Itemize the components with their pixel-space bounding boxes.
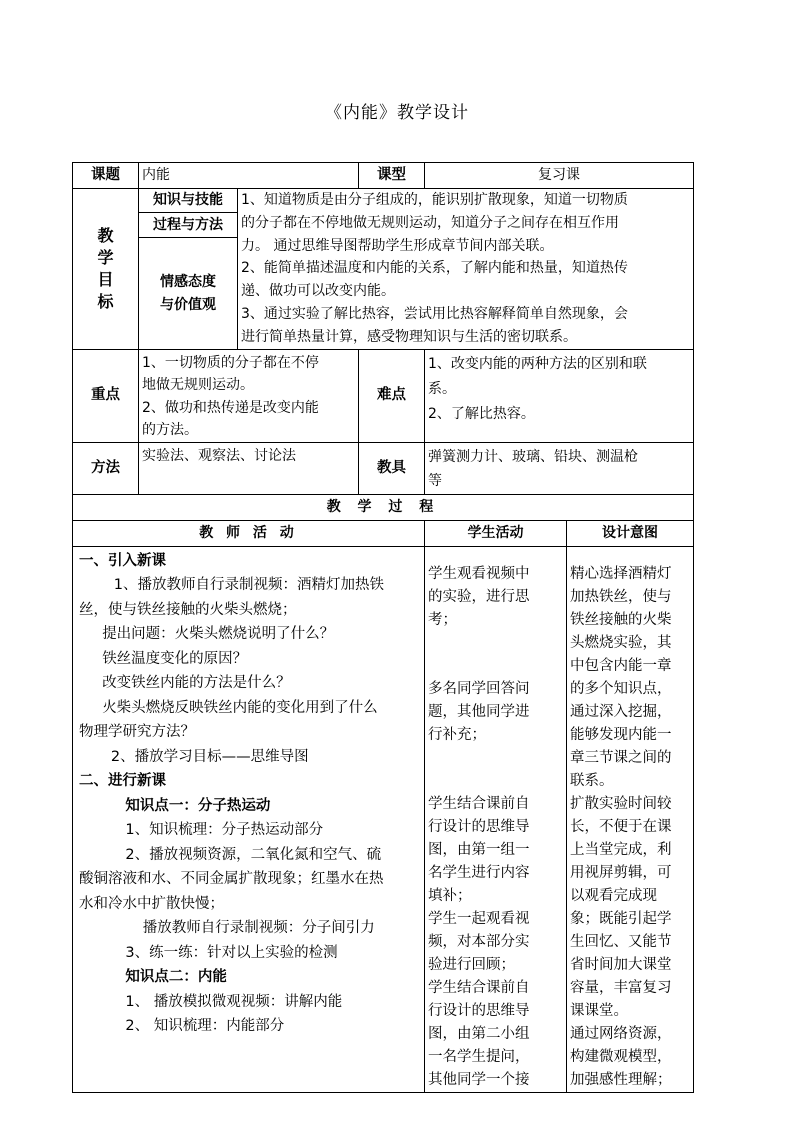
tools-line: 弹簧测力计、玻璃、铅块、测温枪 (428, 448, 638, 465)
section-heading: 一、引入新课 (79, 552, 166, 569)
keypoints-label: 重点 (73, 349, 139, 442)
student-line: 题，其他同学进 (428, 703, 530, 720)
student-line: 其他同学一个接 (428, 1071, 530, 1088)
goal-line: 的分子都在不停地做无规则运动，知道分子之间存在相互作用 (241, 214, 619, 231)
teacher-line: 1、知识梳理：分子热运动部分 (125, 822, 324, 839)
teacher-line: 提出问题：火柴头燃烧说明了什么？ (102, 626, 335, 643)
student-line: 图，由第二小组 (428, 1025, 530, 1042)
goals-label (73, 189, 139, 350)
student-line: 学生结合课前自 (428, 795, 530, 812)
student-activity (425, 546, 567, 1092)
goals-label-char: 教 (97, 225, 114, 245)
intent-line: 长，不便于在课 (570, 818, 672, 835)
type-label: 课型 (359, 163, 425, 189)
student-line: 填补； (428, 887, 472, 904)
teacher-line: 水和冷水中扩散快慢； (79, 895, 224, 912)
student-line: 学生观看视频中 (428, 565, 530, 582)
intent-line: 课课堂。 (570, 1002, 628, 1019)
intent-line: 省时间加大课堂 (570, 956, 672, 973)
teacher-line: 改变铁丝内能的方法是什么？ (102, 675, 291, 692)
goal-line: 2、能简单描述温度和内能的关系，了解内能和热量，知道热传 (241, 260, 628, 277)
intent-line: 加强感性理解； (570, 1071, 672, 1088)
document-title: 《内能》教学设计 (325, 103, 469, 123)
intent-line: 联系。 (570, 772, 614, 789)
student-line: 图，由第一组一 (428, 841, 530, 858)
teacher-line: 3、练一练：针对以上实验的检测 (125, 944, 338, 961)
teacher-line: 2、播放视频资源，二氧化氮和空气、硫 (125, 846, 382, 863)
col-header-teacher: 教 师 活 动 (73, 520, 425, 546)
intent-line: 中包含内能一章 (570, 657, 672, 674)
intent-line: 章三节课之间的 (570, 749, 672, 766)
goal-sub-attitude-line: 情感态度 (160, 273, 216, 290)
knowledge-point-heading: 知识点二：内能 (125, 969, 227, 986)
intent-line: 的多个知识点， (570, 680, 672, 697)
intent-line: 以观看完成现 (570, 887, 657, 904)
teacher-line: 播放教师自行录制视频：分子间引力 (142, 920, 375, 937)
goal-line: 进行简单热量计算，感受物理知识与生活的密切联系。 (241, 328, 577, 345)
intent-line: 头燃烧实验，其 (570, 634, 672, 651)
goal-line: 3、通过实验了解比热容，尝试用比热容解释简单自然现象，会 (241, 305, 628, 322)
student-line: 频，对本部分实 (428, 933, 530, 950)
student-line: 学生结合课前自 (428, 979, 530, 996)
teacher-line: 1、 播放模拟微观视频：讲解内能 (125, 993, 343, 1010)
goals-label-char: 标 (97, 291, 114, 311)
section-heading: 二、进行新课 (79, 773, 166, 790)
col-header-student: 学生活动 (425, 520, 567, 546)
teacher-line: 2、 知识梳理：内能部分 (125, 1018, 285, 1035)
difficulty-line: 2、了解比热容。 (428, 405, 535, 422)
teacher-line: 火柴头燃烧反映铁丝内能的变化用到了什么 (102, 699, 378, 716)
col-header-intent: 设计意图 (567, 520, 694, 546)
goal-line: 力。 通过思维导图帮助学生形成章节间内部关联。 (241, 237, 554, 254)
teacher-line: 物理学研究方法？ (79, 724, 195, 741)
teacher-line: 铁丝温度变化的原因？ (102, 650, 248, 667)
intent-line: 通过网络资源， (570, 1025, 672, 1042)
student-line: 考； (428, 611, 457, 628)
intent-line: 生回忆、又能节 (570, 933, 672, 950)
teacher-line: 1、播放教师自行录制视频：酒精灯加热铁 (113, 577, 385, 594)
teacher-line: 丝，使与铁丝接触的火柴头燃烧； (79, 601, 297, 618)
lesson-plan-table (72, 162, 694, 1093)
teacher-activity (73, 546, 425, 1092)
keypoint-line: 2、做功和热传递是改变内能 (142, 399, 319, 416)
tools-label: 教具 (359, 442, 425, 494)
student-line: 学生一起观看视 (428, 910, 530, 927)
goal-sub-attitude (139, 238, 238, 349)
student-line: 名学生进行内容 (428, 864, 530, 881)
student-line: 行设计的思维导 (428, 818, 530, 835)
difficulty-line: 1、改变内能的两种方法的区别和联 (428, 355, 647, 372)
goals-label-char: 目 (97, 269, 114, 289)
student-line: 多名同学回答问 (428, 680, 530, 697)
goals-content (238, 189, 694, 350)
student-line: 一名学生提问， (428, 1048, 530, 1065)
keypoint-line: 1、一切物质的分子都在不停 (142, 354, 319, 371)
knowledge-point-heading: 知识点一：分子热运动 (125, 797, 271, 814)
intent-line: 通过深入挖掘， (570, 703, 672, 720)
intent-line: 构建微观模型， (570, 1048, 672, 1065)
tools-content (425, 442, 694, 494)
goal-line: 递、做功可以改变内能。 (241, 283, 395, 300)
teacher-line: 酸铜溶液和水、不同金属扩散现象；红墨水在热 (79, 871, 384, 888)
intent-line: 精心选择酒精灯 (570, 565, 672, 582)
student-line: 行补充； (428, 726, 486, 743)
intent-line: 用视屏剪辑，可 (570, 864, 672, 881)
intent-line: 上当堂完成，利 (570, 841, 672, 858)
difficulty-content (425, 349, 694, 442)
goal-sub-knowledge: 知识与技能 (139, 189, 238, 213)
topic-label: 课题 (73, 163, 139, 189)
goal-sub-process: 过程与方法 (139, 213, 238, 238)
keypoints-content (139, 349, 359, 442)
goals-label-char: 学 (97, 247, 114, 267)
intent-line: 容量，丰富复习 (570, 979, 672, 996)
type-value: 复习课 (425, 163, 694, 189)
methods-value: 实验法、观察法、讨论法 (139, 442, 359, 494)
keypoint-line: 的方法。 (142, 422, 198, 439)
intent-line: 象；既能引起学 (570, 910, 672, 927)
tools-line: 等 (428, 472, 442, 489)
goal-sub-attitude-line: 与价值观 (160, 296, 216, 313)
difficulty-line: 系。 (428, 380, 456, 397)
teacher-line: 2、播放学习目标——思维导图 (110, 748, 309, 765)
design-intent (567, 546, 694, 1092)
keypoint-line: 地做无规则运动。 (142, 377, 254, 394)
intent-line: 扩散实验时间较 (570, 795, 672, 812)
difficulty-label: 难点 (359, 349, 425, 442)
intent-line: 能够发现内能一 (570, 726, 672, 743)
student-line: 验进行回顾； (428, 956, 515, 973)
methods-label: 方法 (73, 442, 139, 494)
student-line: 行设计的思维导 (428, 1002, 530, 1019)
intent-line: 铁丝接触的火柴 (570, 611, 672, 628)
intent-line: 加热铁丝，使与 (570, 588, 672, 605)
topic-value: 内能 (139, 163, 359, 189)
student-line: 的实验，进行思 (428, 588, 530, 605)
goal-line: 1、知道物质是由分子组成的，能识别扩散现象，知道一切物质 (241, 192, 628, 208)
process-header: 教 学 过 程 (73, 494, 694, 520)
